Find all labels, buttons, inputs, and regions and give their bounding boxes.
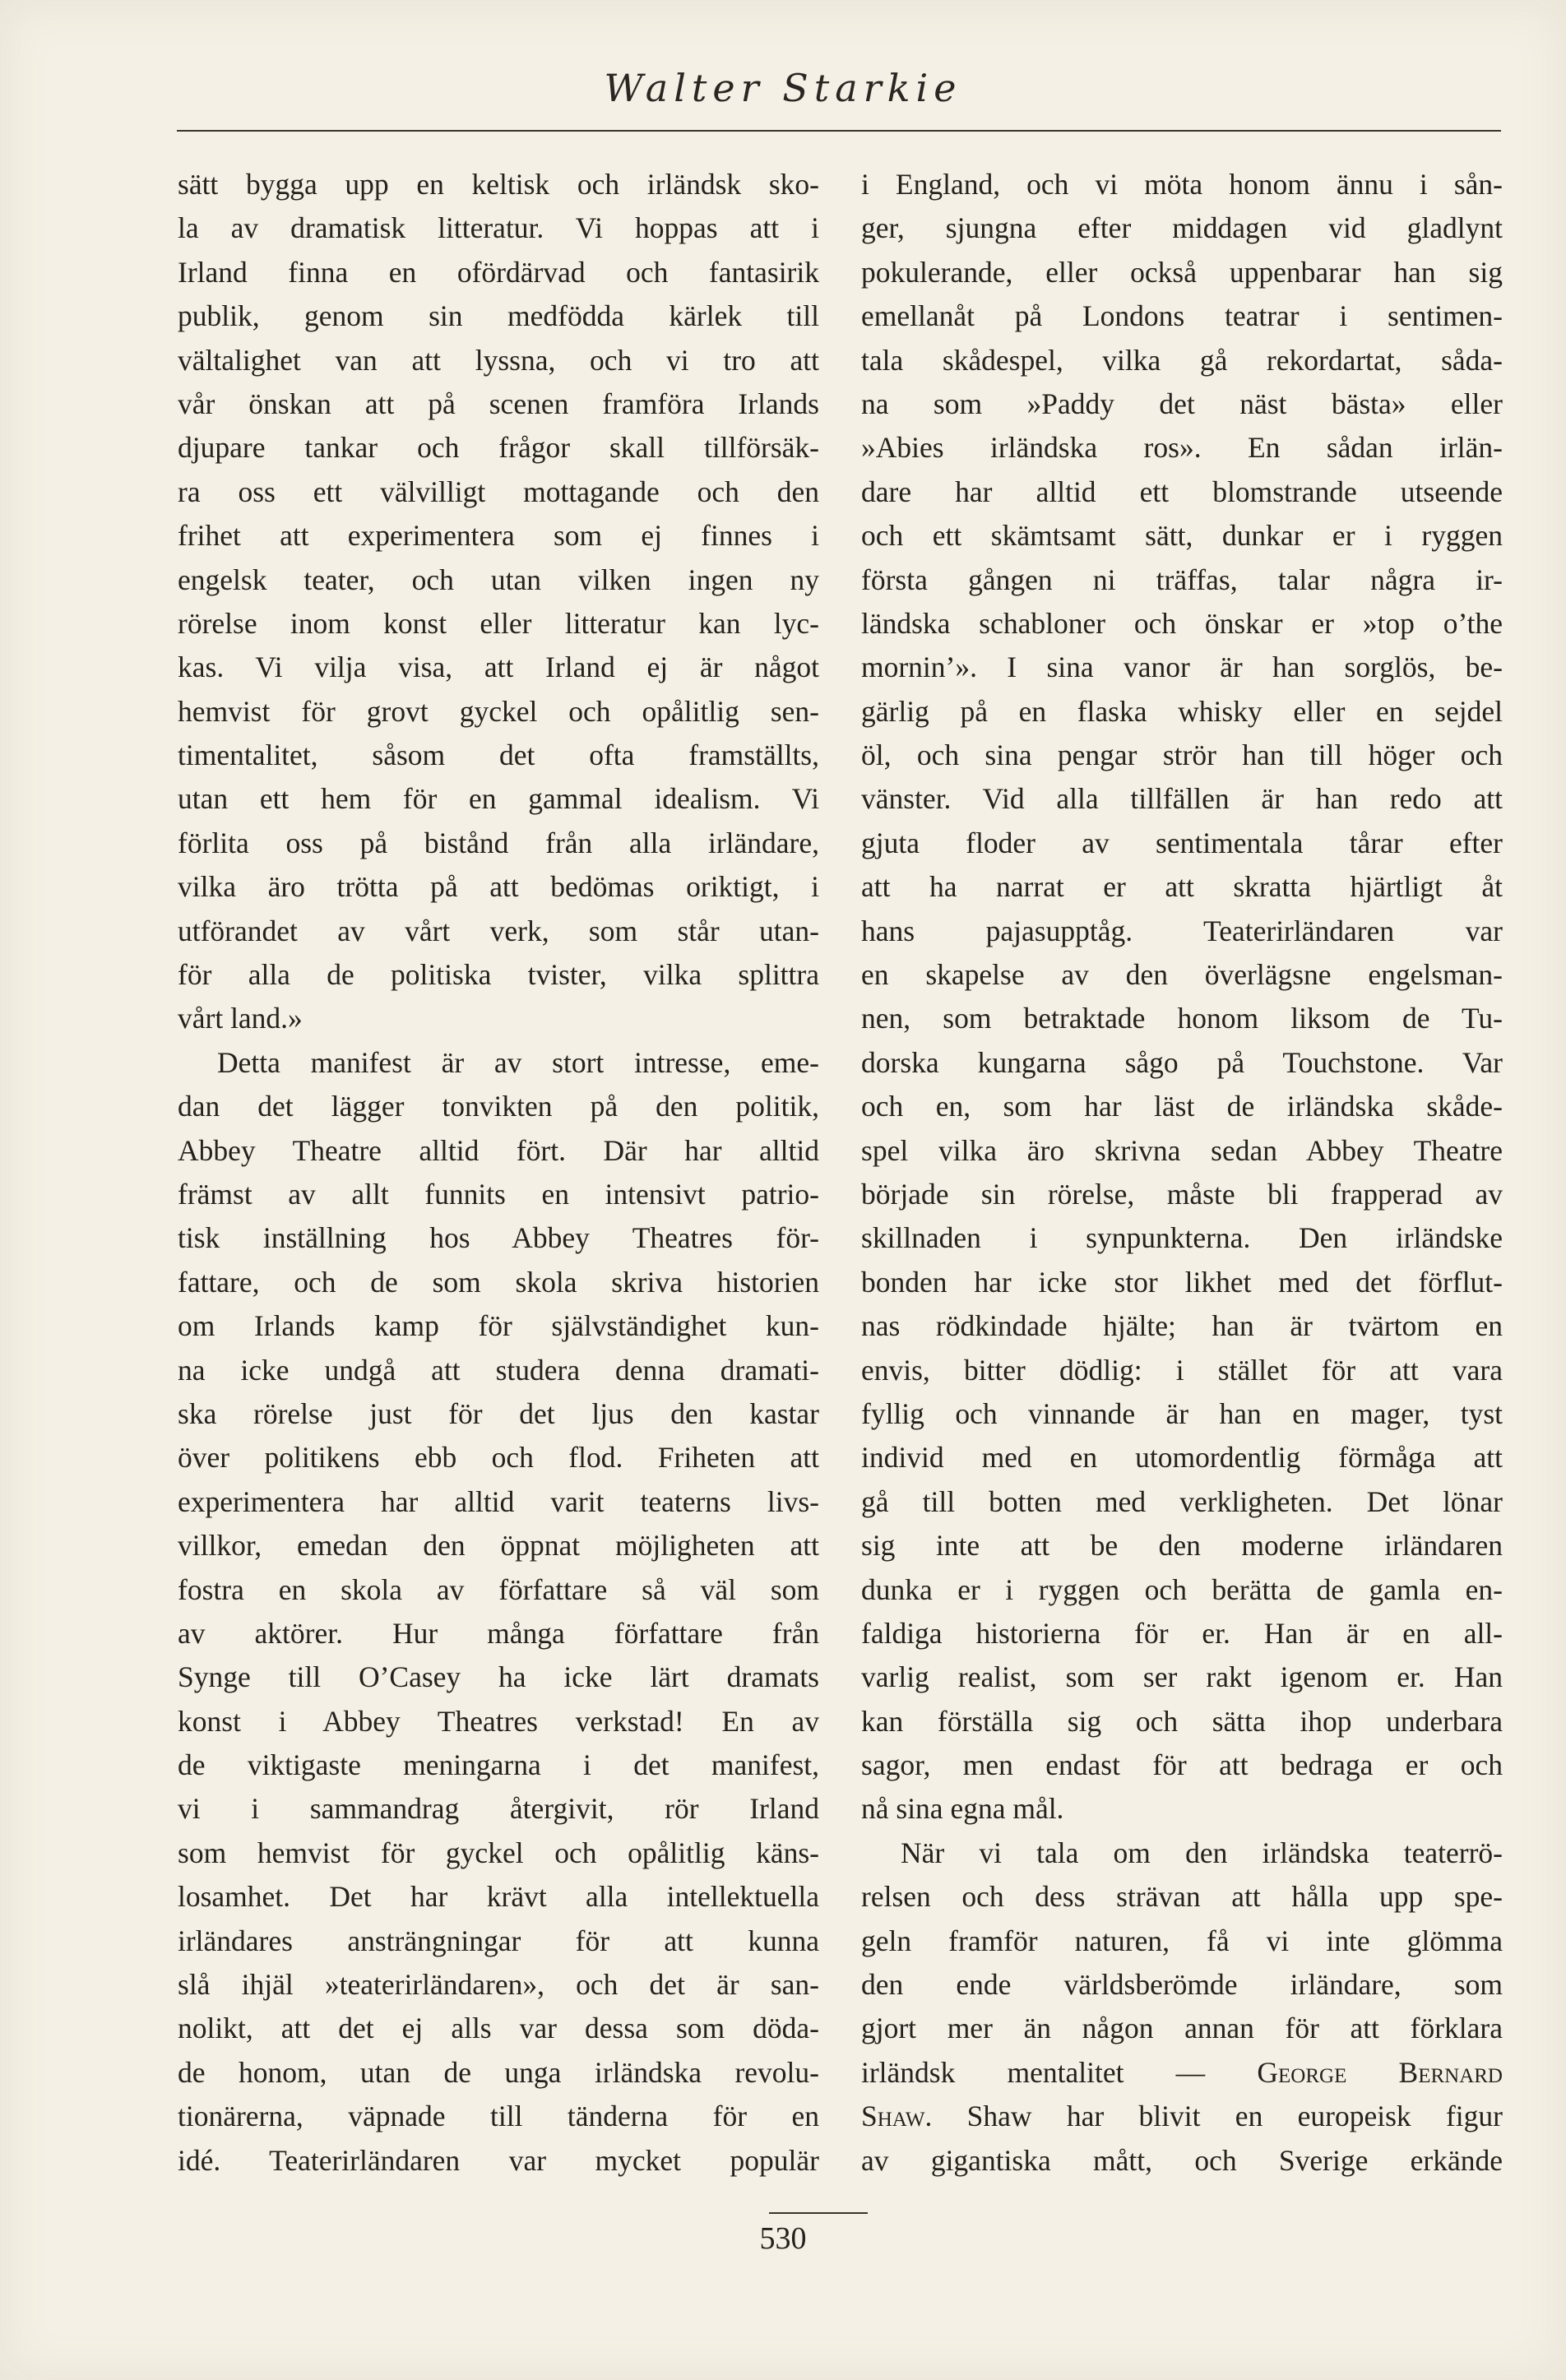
text-line — [178, 1568, 819, 1612]
text-line — [861, 339, 1503, 382]
line-text: emellanåt på Londons teatrar i sentimen- — [861, 299, 1503, 333]
line-text: Synge till O’Casey ha icke lärt dramats — [178, 1660, 819, 1694]
line-text: tisk inställning hos Abbey Theatres för- — [178, 1221, 819, 1255]
text-line — [178, 1963, 819, 2007]
text-line — [861, 1392, 1503, 1436]
line-text: utförandet av vårt verk, som står utan- — [178, 914, 819, 947]
text-line — [861, 1612, 1503, 1655]
line-text: Abbey Theatre alltid fört. Där har alltid — [178, 1133, 819, 1167]
line-text: envis, bitter dödlig: i stället för att vara — [861, 1353, 1503, 1387]
right-column — [861, 163, 1503, 2183]
text-line — [178, 1524, 819, 1567]
text-line — [861, 602, 1503, 646]
text-line — [861, 251, 1503, 294]
text-line — [861, 1700, 1503, 1743]
text-line — [861, 1173, 1503, 1216]
line-text: utan ett hem för en gammal idealism. Vi — [178, 782, 819, 816]
line-text: som hemvist för gyckel och opålitlig käns- — [178, 1836, 819, 1869]
line-text: spel vilka äro skrivna sedan Abbey Theatre — [861, 1133, 1503, 1167]
text-line — [861, 1261, 1503, 1304]
line-text: gå till botten med verkligheten. Det lönar — [861, 1484, 1503, 1518]
text-line — [178, 163, 819, 206]
text-line — [178, 2051, 819, 2095]
line-text: kan förställa sig och sätta ihop underbara — [861, 1704, 1503, 1738]
line-text: ger, sjungna efter middagen vid gladlynt — [861, 211, 1503, 245]
line-text: den ende världsberömde irländare, som — [861, 1968, 1503, 2002]
line-text: slå ihjäl »teaterirländaren», och det är san- — [178, 1968, 819, 2002]
text-line — [861, 1963, 1503, 2007]
text-line — [178, 1085, 819, 1128]
line-text: hemvist för grovt gyckel och opålitlig sen- — [178, 694, 819, 728]
line-text: publik, genom sin medfödda kärlek till — [178, 299, 819, 333]
line-text: bonden har icke stor likhet med det förflut- — [861, 1265, 1503, 1299]
text-line — [178, 1787, 819, 1831]
text-line — [861, 1436, 1503, 1479]
line-text: irländsk mentalitet — — [861, 2055, 1258, 2089]
line-text: nolikt, att det ej alls var dessa som döda- — [178, 2012, 819, 2045]
text-line — [861, 734, 1503, 777]
text-line — [178, 865, 819, 909]
text-line — [861, 1085, 1503, 1128]
line-text: nas rödkindade hjälte; han är tvärtom en — [861, 1309, 1503, 1343]
line-text: gjort mer än någon annan för att förklara — [861, 2012, 1503, 2045]
line-text: individ med en utomordentlig förmåga att — [861, 1441, 1503, 1475]
line-text: idé. Teaterirländaren var mycket populär — [178, 2143, 819, 2177]
line-text: de viktigaste meningarna i det manifest, — [178, 1748, 819, 1782]
text-line — [861, 910, 1503, 953]
text-line — [861, 1875, 1503, 1919]
text-line — [861, 1304, 1503, 1348]
line-text: dunka er i ryggen och berätta de gamla en- — [861, 1572, 1503, 1606]
text-line — [178, 777, 819, 821]
line-text: i England, och vi möta honom ännu i sån- — [861, 168, 1503, 201]
text-line — [178, 339, 819, 382]
line-text: la av dramatisk litteratur. Vi hoppas att i — [178, 211, 819, 245]
line-text: ska rörelse just för det ljus den kastar — [178, 1396, 819, 1430]
text-line — [861, 953, 1503, 997]
page-number: 530 — [759, 2221, 807, 2256]
line-text: losamhet. Det har krävt alla intellektuella — [178, 1880, 819, 1914]
text-line — [178, 1700, 819, 1743]
line-text: tala skådespel, vilka gå rekordartat, såda- — [861, 343, 1503, 377]
line-text: villkor, emedan den öppnat möjligheten att — [178, 1529, 819, 1563]
line-text: och en, som har läst de irländska skåde- — [861, 1090, 1503, 1123]
line-text: djupare tankar och frågor skall tillförsäk- — [178, 431, 819, 465]
text-line — [178, 822, 819, 865]
line-text: ländska schabloner och önskar er »top o’the — [861, 606, 1503, 640]
text-line — [861, 514, 1503, 558]
text-line — [178, 690, 819, 734]
text-line — [861, 1919, 1503, 1963]
text-line — [178, 953, 819, 997]
line-text: pokulerande, eller också uppenbarar han sig — [861, 255, 1503, 289]
text-line — [178, 734, 819, 777]
line-text: relsen och dess strävan att hålla upp spe- — [861, 1880, 1503, 1914]
line-text: nen, som betraktade honom liksom de Tu- — [861, 1002, 1503, 1035]
line-text: vårt land.» — [178, 1002, 303, 1035]
line-text: nå sina egna mål. — [861, 1792, 1064, 1826]
text-line — [178, 1349, 819, 1392]
line-text: började sin rörelse, måste bli frapperad av — [861, 1177, 1503, 1211]
line-text: När vi tala om den irländska teaterrö- — [901, 1836, 1503, 1869]
text-line — [178, 602, 819, 646]
text-line — [178, 1392, 819, 1436]
line-text: timentalitet, såsom det ofta framställts, — [178, 739, 819, 772]
line-text: dorska kungarna sågo på Touchstone. Var — [861, 1045, 1503, 1079]
text-line — [861, 206, 1503, 250]
text-line — [861, 470, 1503, 514]
line-text: sätt bygga upp en keltisk och irländsk sko- — [178, 168, 819, 201]
line-text: Irland finna en ofördärvad och fantasirik — [178, 255, 819, 289]
line-text: för alla de politiska tvister, vilka splittra — [178, 958, 819, 992]
text-line — [861, 997, 1503, 1040]
text-line — [178, 1743, 819, 1787]
text-line — [178, 1875, 819, 1919]
page-number-rule — [769, 2212, 868, 2214]
text-line — [178, 1612, 819, 1655]
line-text: dan det lägger tonvikten på den politik, — [178, 1090, 819, 1123]
line-text: av gigantiska mått, och Sverige erkände — [861, 2143, 1503, 2177]
small-caps-name: George Bernard — [1257, 2055, 1503, 2089]
line-text: mornin’». I sina vanor är han sorglös, be- — [861, 651, 1503, 684]
line-text: kas. Vi vilja visa, att Irland ej är något — [178, 651, 819, 684]
line-text: gjuta floder av sentimentala tårar efter — [861, 826, 1503, 859]
text-line — [861, 1655, 1503, 1699]
line-text: fattare, och de som skola skriva historien — [178, 1265, 819, 1299]
line-text: skillnaden i synpunkterna. Den irländske — [861, 1221, 1503, 1255]
text-line — [178, 1480, 819, 1524]
line-text: tionärerna, väpnade till tänderna för en — [178, 2100, 819, 2133]
text-line — [861, 294, 1503, 338]
text-line — [861, 382, 1503, 426]
line-text-tail: . Shaw har blivit en europeisk figur — [924, 2100, 1503, 2133]
line-text: vi i sammandrag återgivit, rör Irland — [178, 1792, 819, 1826]
text-line — [178, 251, 819, 294]
header-rule — [177, 130, 1501, 132]
text-line — [861, 1041, 1503, 1085]
text-line — [861, 2095, 1503, 2138]
text-line — [861, 777, 1503, 821]
text-line — [178, 910, 819, 953]
line-text: frihet att experimentera som ej finnes i — [178, 519, 819, 553]
line-text: öl, och sina pengar strör han till höger och — [861, 739, 1503, 772]
line-text: dare har alltid ett blomstrande utseende — [861, 475, 1503, 508]
line-text: de honom, utan de unga irländska revolu- — [178, 2055, 819, 2089]
line-text: över politikens ebb och flod. Friheten att — [178, 1441, 819, 1475]
line-text: engelsk teater, och utan vilken ingen ny — [178, 563, 819, 596]
text-line — [861, 1743, 1503, 1787]
text-line — [861, 2051, 1503, 2095]
text-line — [178, 2007, 819, 2050]
line-text: första gången ni träffas, talar några ir- — [861, 563, 1503, 596]
line-text: experimentera har alltid varit teaterns livs- — [178, 1484, 819, 1518]
text-line — [178, 206, 819, 250]
text-line — [178, 2139, 819, 2183]
text-line — [861, 822, 1503, 865]
line-text: konst i Abbey Theatres verkstad! En av — [178, 1704, 819, 1738]
line-text: hans pajasupptåg. Teaterirländaren var — [861, 914, 1503, 947]
line-text: rörelse inom konst eller litteratur kan lyc- — [178, 606, 819, 640]
line-text: om Irlands kamp för självständighet kun- — [178, 1309, 819, 1343]
text-line — [861, 865, 1503, 909]
text-line — [861, 646, 1503, 689]
text-line — [861, 1129, 1503, 1173]
line-text: »Abies irländska ros». En sådan irlän- — [861, 431, 1503, 465]
text-line — [861, 690, 1503, 734]
text-line — [178, 1655, 819, 1699]
text-line — [178, 294, 819, 338]
text-line — [178, 646, 819, 689]
line-text: varlig realist, som ser rakt igenom er. Han — [861, 1660, 1503, 1694]
text-line — [178, 1041, 819, 1085]
running-header: Walter Starkie — [604, 66, 962, 110]
line-text: vår önskan att på scenen framföra Irlands — [178, 387, 819, 420]
line-text: Detta manifest är av stort intresse, eme- — [217, 1045, 819, 1079]
text-line — [178, 1919, 819, 1963]
text-line — [178, 470, 819, 514]
text-line — [861, 163, 1503, 206]
line-text: ra oss ett välvilligt mottagande och den — [178, 475, 819, 508]
line-text: en skapelse av den överlägsne engelsman- — [861, 958, 1503, 992]
text-line — [861, 426, 1503, 470]
line-text: och ett skämtsamt sätt, dunkar er i ryggen — [861, 519, 1503, 553]
text-line — [861, 1349, 1503, 1392]
text-line — [178, 1304, 819, 1348]
text-line — [861, 1480, 1503, 1524]
text-line — [178, 1436, 819, 1479]
text-line — [861, 1831, 1503, 1875]
line-text: vänster. Vid alla tillfällen är han redo att — [861, 782, 1503, 816]
line-text: sig inte att be den moderne irländaren — [861, 1529, 1503, 1563]
text-line — [178, 997, 819, 1040]
text-line — [178, 382, 819, 426]
text-line — [178, 514, 819, 558]
line-text: främst av allt funnits en intensivt patrio- — [178, 1177, 819, 1211]
line-text: gärlig på en flaska whisky eller en sejdel — [861, 694, 1503, 728]
text-line — [861, 1216, 1503, 1260]
line-text: na icke undgå att studera denna dramati- — [178, 1353, 819, 1387]
line-text: fyllig och vinnande är han en mager, tyst — [861, 1396, 1503, 1430]
text-line — [861, 1787, 1503, 1831]
text-line — [861, 2007, 1503, 2050]
line-text: irländares ansträngningar för att kunna — [178, 1924, 819, 1957]
text-line — [861, 1524, 1503, 1567]
line-text: geln framför naturen, få vi inte glömma — [861, 1924, 1503, 1957]
text-line — [861, 2139, 1503, 2183]
text-line — [178, 1216, 819, 1260]
line-text: faldiga historierna för er. Han är en all- — [861, 1616, 1503, 1650]
line-text: vilka äro trötta på att bedömas oriktigt, i — [178, 870, 819, 904]
line-text: na som »Paddy det näst bästa» eller — [861, 387, 1503, 420]
text-line — [861, 558, 1503, 602]
line-text: sagor, men endast för att bedraga er och — [861, 1748, 1503, 1782]
small-caps-name: Shaw — [861, 2100, 925, 2133]
text-line — [178, 1129, 819, 1173]
text-line — [178, 1173, 819, 1216]
line-text: av aktörer. Hur många författare från — [178, 1616, 819, 1650]
left-column — [178, 163, 819, 2183]
text-line — [178, 426, 819, 470]
text-line — [178, 558, 819, 602]
line-text: vältalighet van att lyssna, och vi tro att — [178, 343, 819, 377]
text-line — [178, 1261, 819, 1304]
line-text: förlita oss på bistånd från alla irländare, — [178, 826, 819, 859]
text-line — [178, 1831, 819, 1875]
line-text: att ha narrat er att skratta hjärtligt åt — [861, 870, 1503, 904]
line-text: fostra en skola av författare så väl som — [178, 1572, 819, 1606]
text-line — [178, 2095, 819, 2138]
text-line — [861, 1568, 1503, 1612]
